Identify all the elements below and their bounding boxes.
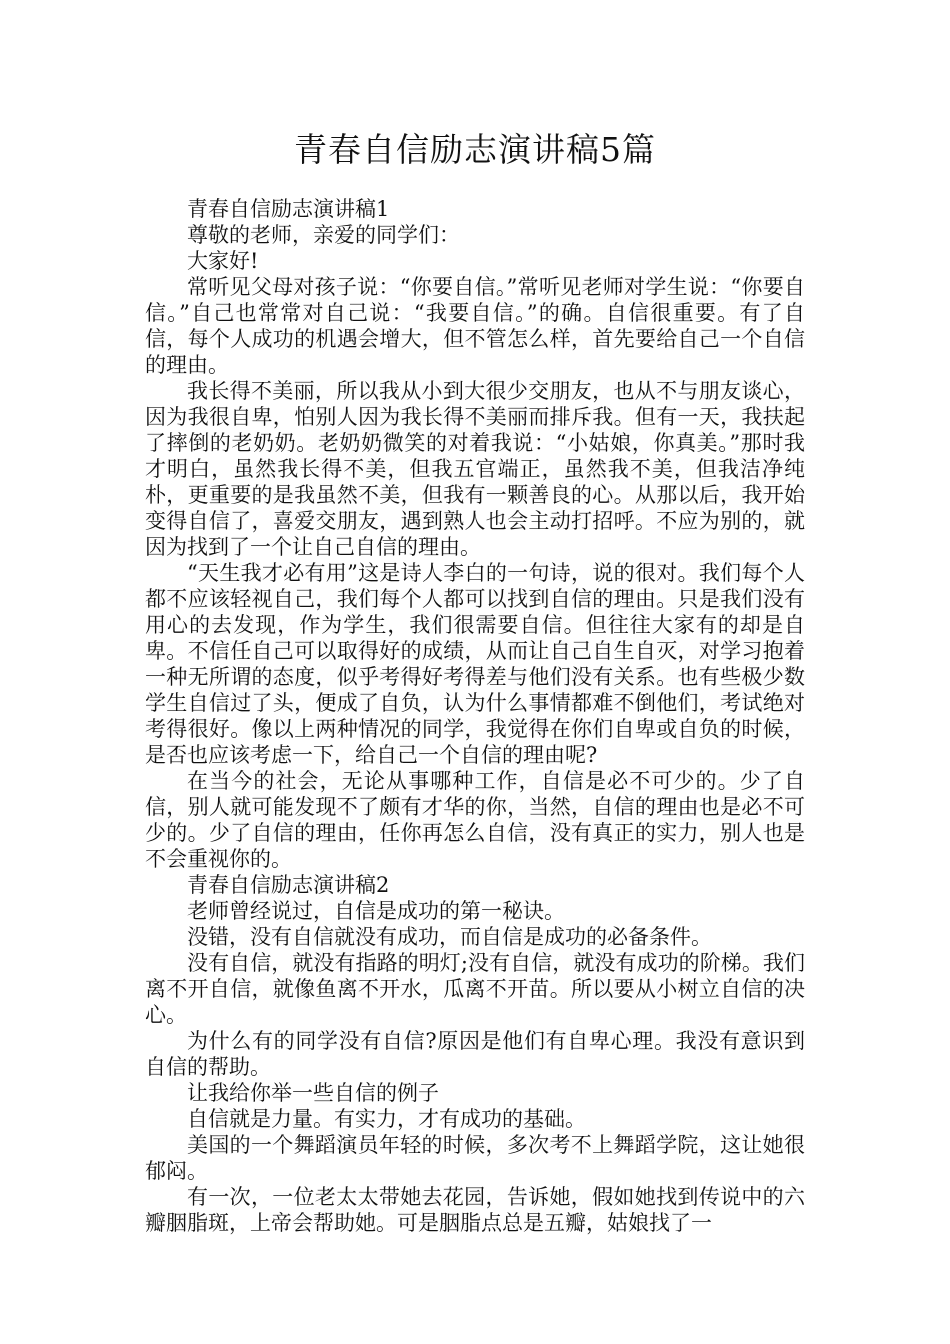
paragraph: 自信就是力量。有实力，才有成功的基础。 (187, 1107, 586, 1131)
speech-heading-2: 青春自信励志演讲稿2 (187, 873, 390, 897)
paragraph: 老师曾经说过，自信是成功的第一秘诀。 (187, 899, 565, 923)
document-body (145, 196, 805, 1236)
paragraph: 有一次，一位老太太带她去花园，告诉她，假如她找到传说中的六瓣胭脂斑，上帝会帮助她。可是胭脂点总是五瓣，姑娘找了一 (145, 1185, 805, 1235)
document-title: 青春自信励志演讲稿5篇 (294, 130, 656, 169)
paragraph: 没错，没有自信就没有成功，而自信是成功的必备条件。 (187, 925, 712, 949)
salutation: 尊敬的老师，亲爱的同学们： (187, 223, 460, 247)
paragraph: 为什么有的同学没有自信?原因是他们有自卑心理。我没有意识到自信的帮助。 (145, 1029, 805, 1079)
paragraph: 在当今的社会，无论从事哪种工作，自信是必不可少的。少了自信，别人就可能发现不了颇有才华的你，当然，自信的理由也是必不可少的。少了自信的理由，任你再怎么自信，没有真正的实力，别人也是不会重视你的。 (145, 769, 805, 871)
greeting: 大家好! (187, 249, 259, 273)
paragraph: 我长得不美丽，所以我从小到大很少交朋友，也从不与朋友谈心，因为我很自卑，怕别人因为我长得不美丽而排斥我。但有一天，我扶起了摔倒的老奶奶。老奶奶微笑的对着我说：“小姑娘，你真美。”那时我才明白，虽然我长得不美，但我五官端正，虽然我不美，但我洁净纯朴，更重要的是我虽然不美，但我有一颗善良的心。从那以后，我开始变得自信了，喜爱交朋友，遇到熟人也会主动打招呼。不应为别的，就因为找到了一个让自己自信的理由。 (145, 379, 805, 559)
paragraph: 没有自信，就没有指路的明灯;没有自信，就没有成功的阶梯。我们离不开自信，就像鱼离不开水，瓜离不开苗。所以要从小树立自信的决心。 (145, 951, 805, 1027)
paragraph: 美国的一个舞蹈演员年轻的时候，多次考不上舞蹈学院，这让她很郁闷。 (145, 1133, 805, 1183)
speech-heading-1: 青春自信励志演讲稿1 (187, 197, 390, 221)
paragraph: 让我给你举一些自信的例子 (187, 1081, 439, 1105)
paragraph: 常听见父母对孩子说：“你要自信。”常听见老师对学生说：“你要自信。”自己也常常对自己说：“我要自信。”的确。自信很重要。有了自信，每个人成功的机遇会增大，但不管怎么样，首先要给自己一个自信的理由。 (145, 275, 805, 377)
paragraph: “天生我才必有用”这是诗人李白的一句诗，说的很对。我们每个人都不应该轻视自己，我们每个人都可以找到自信的理由。只是我们没有用心的去发现，作为学生，我们很需要自信。但往往大家有的却是自卑。不信任自己可以取得好的成绩，从而让自己自生自灭，对学习抱着一种无所谓的态度，似乎考得好考得差与他们没有关系。也有些极少数学生自信过了头，便成了自负，认为什么事情都难不倒他们，考试绝对考得很好。像以上两种情况的同学，我觉得在你们自卑或自负的时候，是否也应该考虑一下，给自己一个自信的理由呢? (145, 561, 805, 767)
